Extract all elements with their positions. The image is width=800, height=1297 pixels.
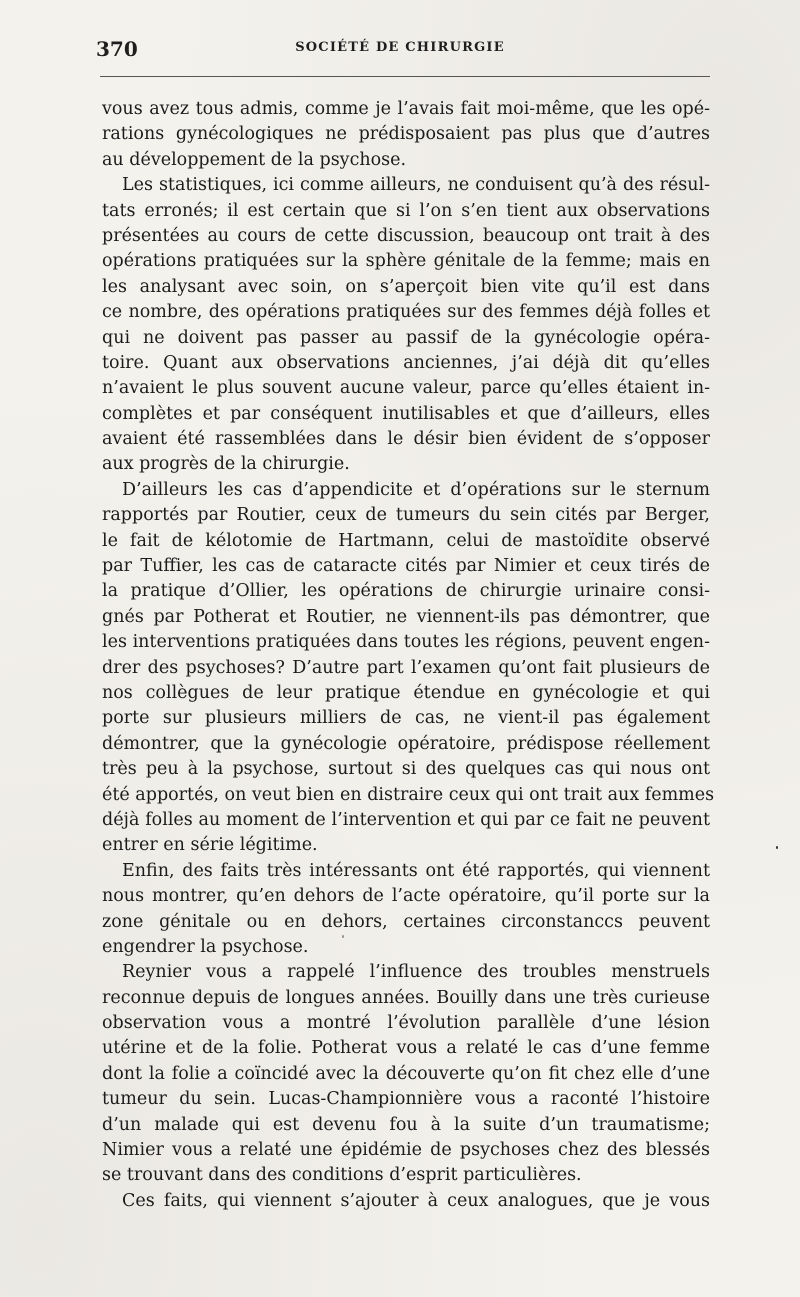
text-line: les analysant avec soin, on s’aperçoit bien vite qu’il est dans	[102, 276, 710, 297]
text-line: utérine et de la folie. Potherat vous a relaté le cas d’une femme	[102, 1038, 710, 1059]
text-line: ce nombre, des opérations pratiquées sur des femmes déjà folles et	[102, 302, 710, 323]
text-line: reconnue depuis de longues années. Bouilly dans une très curieuse	[102, 987, 710, 1008]
text-line: tumeur du sein. Lucas-Championnière vous a raconté l’histoire	[102, 1089, 710, 1110]
text-line: opérations pratiquées sur la sphère génitale de la femme; mais en	[102, 251, 710, 272]
text-line: D’ailleurs les cas d’appendicite et d’opérations sur le sternum	[122, 479, 710, 500]
paragraph	[102, 478, 715, 859]
text-line: par Tuffier, les cas de cataracte cités par Nimier et ceux tirés de	[102, 556, 710, 577]
text-line: dont la folie a coïncidé avec la découverte qu’on fit chez elle d’une	[102, 1063, 710, 1084]
text-line: la pratique d’Ollier, les opérations de chirurgie urinaire consi-	[102, 581, 710, 602]
text-line: aux progrès de la chirurgie.	[102, 454, 350, 475]
text-line: Les statistiques, ici comme ailleurs, ne conduisent qu’à des résul-	[122, 175, 710, 196]
paragraph	[102, 1189, 710, 1214]
text-line: vous avez tous admis, comme je l’avais fait moi-même, que les opé-	[102, 99, 710, 119]
text-line: Enfin, des faits très intéressants ont été rapportés, qui viennent	[122, 860, 710, 881]
text-line: entrer en série légitime.	[102, 835, 318, 856]
scan-speck	[342, 935, 344, 938]
page-number: 370	[96, 37, 138, 61]
text-line: n’avaient le plus souvent aucune valeur, parce qu’elles étaient in-	[102, 378, 710, 399]
scan-speck	[776, 846, 778, 849]
text-line: drer des psychoses? D’autre part l’examen qu’ont fait plusieurs de	[102, 657, 710, 678]
text-line: complètes et par conséquent inutilisables et que d’ailleurs, elles	[102, 403, 710, 424]
paragraph	[102, 173, 710, 478]
text-line: observation vous a montré l’évolution parallèle d’une lésion	[102, 1013, 710, 1034]
text-line: nous montrer, qu’en dehors de l’acte opératoire, qu’il porte sur la	[102, 886, 710, 907]
text-line: d’un malade qui est devenu fou à la suite d’un traumatisme;	[102, 1114, 710, 1135]
text-line: au développement de la psychose.	[102, 149, 407, 170]
text-line: démontrer, que la gynécologie opératoire, prédispose réellement	[102, 733, 710, 754]
text-line: rapportés par Routier, ceux de tumeurs du sein cités par Berger,	[102, 505, 710, 526]
text-line: porte sur plusieurs milliers de cas, ne vient-il pas également	[102, 708, 710, 729]
running-title: SOCIÉTÉ DE CHIRURGIE	[295, 40, 505, 55]
text-line: gnés par Potherat et Routier, ne viennent-ils pas démontrer, que	[102, 606, 710, 627]
text-line: très peu à la psychose, surtout si des quelques cas qui nous ont	[102, 759, 710, 780]
text-line: avaient été rassemblées dans le désir bien évident de s’opposer	[102, 429, 710, 450]
text-line: nos collègues de leur pratique étendue en gynécologie et qui	[102, 682, 710, 703]
text-line: zone génitale ou en dehors, certaines circonstanccs peuvent	[102, 911, 710, 932]
paragraph	[102, 960, 710, 1189]
text-line: toire. Quant aux observations anciennes, j’ai déjà dit qu’elles	[102, 352, 710, 373]
text-line: déjà folles au moment de l’intervention et qui par ce fait ne peuvent	[102, 809, 710, 830]
text-line: le fait de kélotomie de Hartmann, celui de mastoïdite observé	[102, 530, 710, 551]
text-line: engendrer la psychose.	[102, 936, 309, 957]
text-line: tats erronés; il est certain que si l’on s’en tient aux observations	[102, 200, 710, 221]
text-line: Nimier vous a relaté une épidémie de psychoses chez des blessés	[102, 1140, 710, 1161]
text-line: qui ne doivent pas passer au passif de la gynécologie opéra-	[102, 327, 710, 348]
text-line: présentées au cours de cette discussion, beaucoup ont trait à des	[102, 225, 710, 246]
paragraph	[102, 859, 710, 961]
text-line: Reynier vous a rappelé l’influence des troubles menstruels	[122, 962, 710, 983]
text-line: été apportés, on veut bien en distraire ceux qui ont trait aux femmes	[102, 784, 715, 805]
paragraph	[102, 97, 710, 173]
body-text	[102, 97, 715, 1214]
text-line: les interventions pratiquées dans toutes les régions, peuvent engen-	[102, 632, 710, 653]
text-line: Ces faits, qui viennent s’ajouter à ceux analogues, que je vous	[122, 1190, 710, 1211]
text-line: rations gynécologiques ne prédisposaient pas plus que d’autres	[102, 124, 710, 145]
header-rule	[100, 76, 710, 77]
text-line: se trouvant dans des conditions d’esprit particulières.	[102, 1165, 582, 1186]
